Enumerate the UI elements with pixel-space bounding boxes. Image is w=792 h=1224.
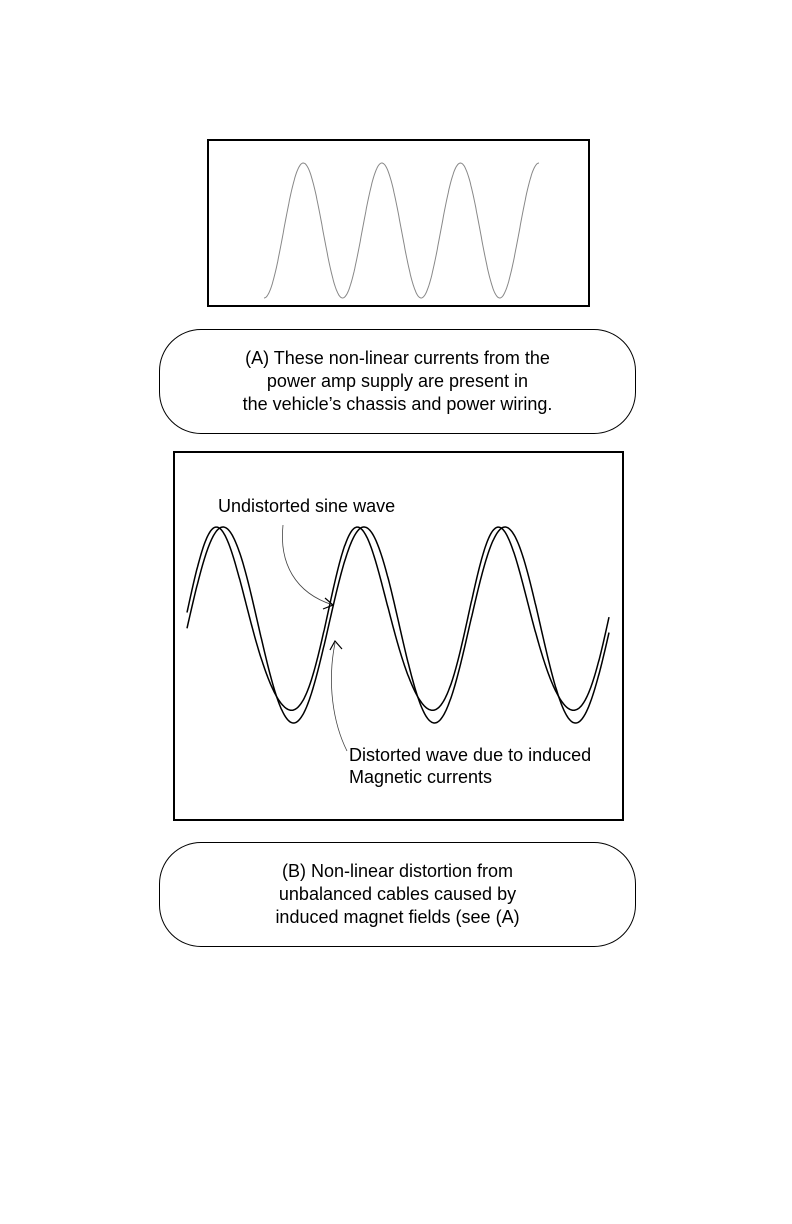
figure-b-caption-line-1: (B) Non-linear distortion from (281, 861, 514, 881)
figure-a-wave (264, 163, 539, 298)
distorted-arrowhead (330, 641, 342, 650)
figure-a-wave-box (207, 139, 590, 307)
figure-a-caption (159, 329, 636, 434)
undistorted-sine-wave (187, 527, 609, 723)
figure-a-caption-line-1: (A) These non-linear currents from the (245, 348, 550, 368)
figure-b-caption (159, 842, 636, 947)
undistorted-label: Undistorted sine wave (218, 496, 396, 516)
figure-b-caption-line-3: induced magnet fields (see (A) (275, 907, 520, 927)
figure-a-caption-line-2: power amp supply are present in (266, 371, 529, 391)
distorted-label-line-2: Magnetic currents (349, 767, 493, 787)
undistorted-leader-line (282, 525, 333, 605)
distorted-leader-line (331, 643, 347, 751)
figure-b-wave-box (173, 451, 624, 821)
distorted-label-line-1: Distorted wave due to induced (349, 745, 592, 765)
figure-a-caption-line-3: the vehicle’s chassis and power wiring. (242, 394, 553, 414)
figure-a-wave-plot (209, 141, 592, 309)
figure-b-caption-line-2: unbalanced cables caused by (278, 884, 517, 904)
